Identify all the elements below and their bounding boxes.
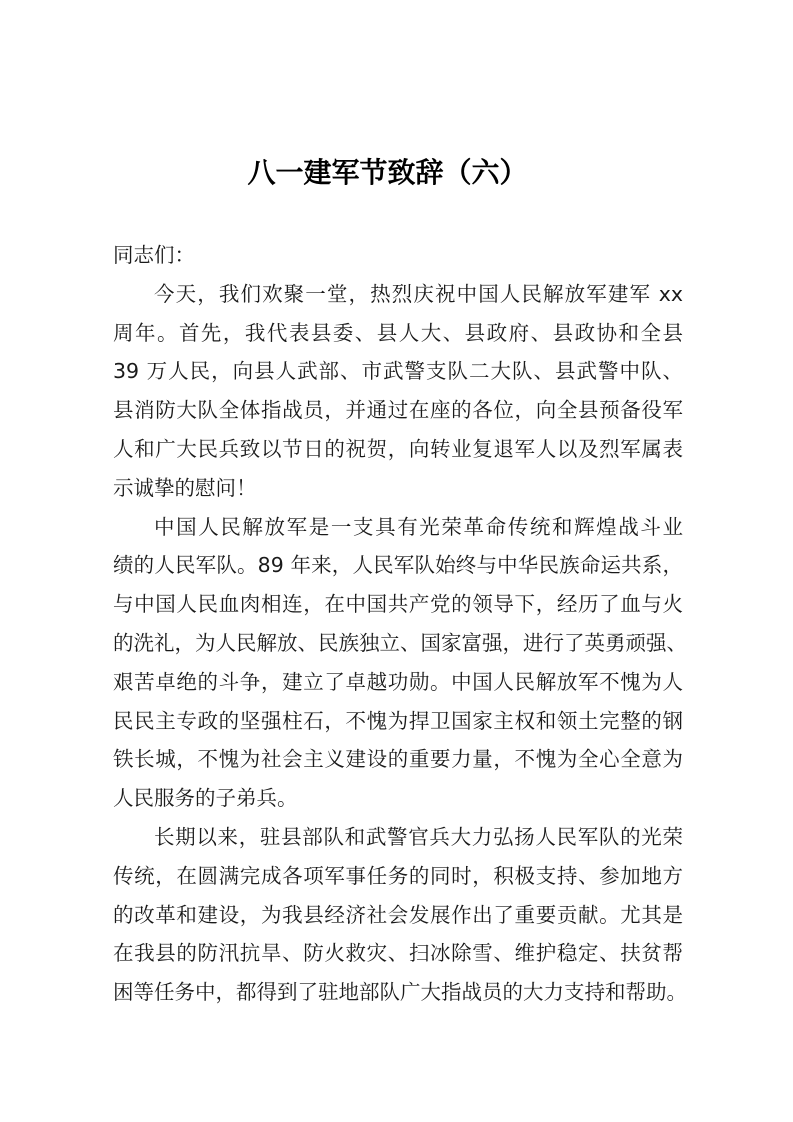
paragraph-1 xyxy=(113,275,683,508)
paragraph-line: 的洗礼，为人民解放、民族独立、国家富强，进行了英勇顽强、 xyxy=(113,630,687,655)
paragraph-line: 长期以来，驻县部队和武警官兵大力弘扬人民军队的光荣 xyxy=(154,824,683,849)
paragraph-line: 人和广大民兵致以节日的祝贺，向转业复退军人以及烈军属表 xyxy=(113,436,683,461)
document-title: 八一建军节致辞（六） xyxy=(247,156,528,189)
paragraph-line: 39 万人民，向县人武部、市武警支队二大队、县武警中队、 xyxy=(113,359,683,384)
paragraph-3 xyxy=(113,818,687,1012)
paragraph-2 xyxy=(113,508,687,818)
paragraph-line: 传统，在圆满完成各项军事任务的同时，积极支持、参加地方 xyxy=(113,863,683,888)
paragraph-line: 示诚挚的慰问！ xyxy=(113,475,257,500)
paragraph-line: 今天，我们欢聚一堂，热烈庆祝中国人民解放军建军 xx xyxy=(154,281,683,306)
paragraph-line: 的改革和建设，为我县经济社会发展作出了重要贡献。尤其是 xyxy=(113,902,683,927)
paragraph-line: 县消防大队全体指战员，并通过在座的各位，向全县预备役军 xyxy=(113,398,683,423)
paragraph-line: 周年。首先，我代表县委、县人大、县政府、县政协和全县 xyxy=(113,320,683,345)
salutation: 同志们： xyxy=(113,243,195,267)
document-body xyxy=(113,236,687,1012)
paragraph-line: 铁长城，不愧为社会主义建设的重要力量，不愧为全心全意为 xyxy=(113,747,683,772)
paragraph-line: 绩的人民军队。89 年来，人民军队始终与中华民族命运共系， xyxy=(113,553,683,578)
paragraph-line: 人民服务的子弟兵。 xyxy=(113,786,298,811)
paragraph-line: 在我县的防汛抗旱、防火救灾、扫冰除雪、维护稳定、扶贫帮 xyxy=(113,941,683,966)
paragraph-line: 艰苦卓绝的斗争，建立了卓越功勋。中国人民解放军不愧为人 xyxy=(113,669,683,694)
paragraph-line: 与中国人民血肉相连，在中国共产党的领导下，经历了血与火 xyxy=(113,592,683,617)
paragraph-line: 中国人民解放军是一支具有光荣革命传统和辉煌战斗业 xyxy=(154,514,683,539)
paragraph-line: 民民主专政的坚强柱石，不愧为捍卫国家主权和领土完整的钢 xyxy=(113,708,683,733)
paragraph-line: 困等任务中，都得到了驻地部队广大指战员的大力支持和帮助。 xyxy=(113,980,687,1005)
